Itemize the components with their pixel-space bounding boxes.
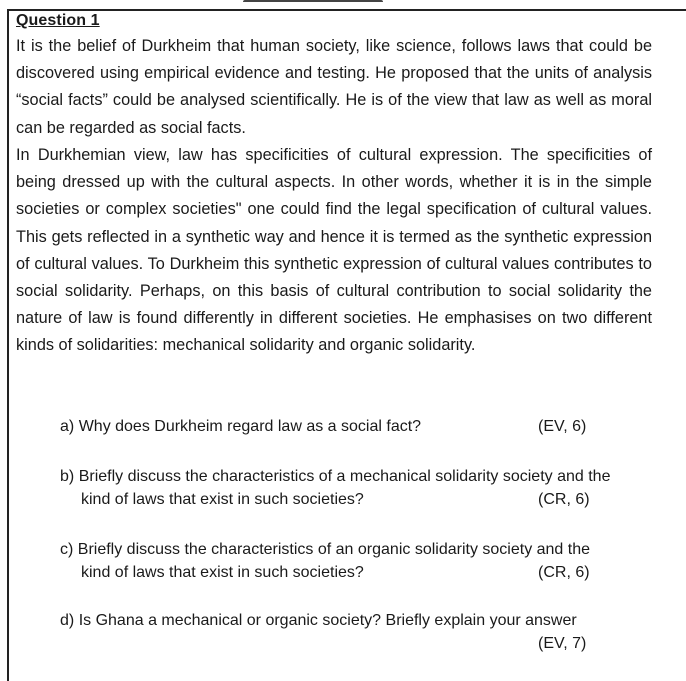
paragraph-1: It is the belief of Durkheim that human society, like science, follows laws that could be discovered using empirical evidence and testing. He proposed that the units of analysis “social facts” could be analysed scientifically. He is of the view that law as well as moral can be regarded as social facts. <box>16 37 652 137</box>
subquestion-mark: (CR, 6) <box>538 564 590 581</box>
subquestion-text: Briefly discuss the characteristics of a mechanical solidarity society and the <box>78 468 611 485</box>
subquestion-text-continued: kind of laws that exist in such societies? <box>81 564 364 581</box>
subquestion-mark: (EV, 6) <box>538 418 587 435</box>
subquestion-mark: (CR, 6) <box>538 491 590 508</box>
subquestion-c <box>60 538 590 584</box>
paragraph-2: In Durkhemian view, law has specificities of cultural expression. The specificities of being dressed up with the cultural aspects. In other words, whether it is in the simple societies or complex societies" one could find the legal specification of cultural values. This gets reflected in a synthetic way and hence it is termed as the synthetic expression of cultural values. To Durkheim this synthetic expression of cultural values contributes to social solidarity. Perhaps, on this basis of cultural contribution to social solidarity the nature of law is found differently in different societies. He emphasises on two different kinds of solidarities: mechanical solidarity and organic solidarity. <box>16 146 652 355</box>
subquestion-mark: (EV, 7) <box>538 635 587 652</box>
subquestion-d <box>60 609 587 652</box>
page-top-border-fragment <box>243 0 383 5</box>
subquestion-letter: d) <box>60 612 75 629</box>
subquestion-letter: a) <box>60 418 75 435</box>
subquestion-a <box>60 415 587 438</box>
subquestion-text-continued: kind of laws that exist in such societies? <box>81 491 364 508</box>
subquestion-letter: c) <box>60 541 74 558</box>
subquestion-letter: b) <box>60 468 75 485</box>
subquestion-b <box>60 465 610 511</box>
question-heading: Question 1 <box>16 12 100 29</box>
subquestion-text: Is Ghana a mechanical or organic society? Briefly explain your answer <box>78 612 577 629</box>
subquestion-text: Why does Durkheim regard law as a social fact? <box>78 418 422 435</box>
subquestion-text: Briefly discuss the characteristics of an organic solidarity society and the <box>77 541 591 558</box>
